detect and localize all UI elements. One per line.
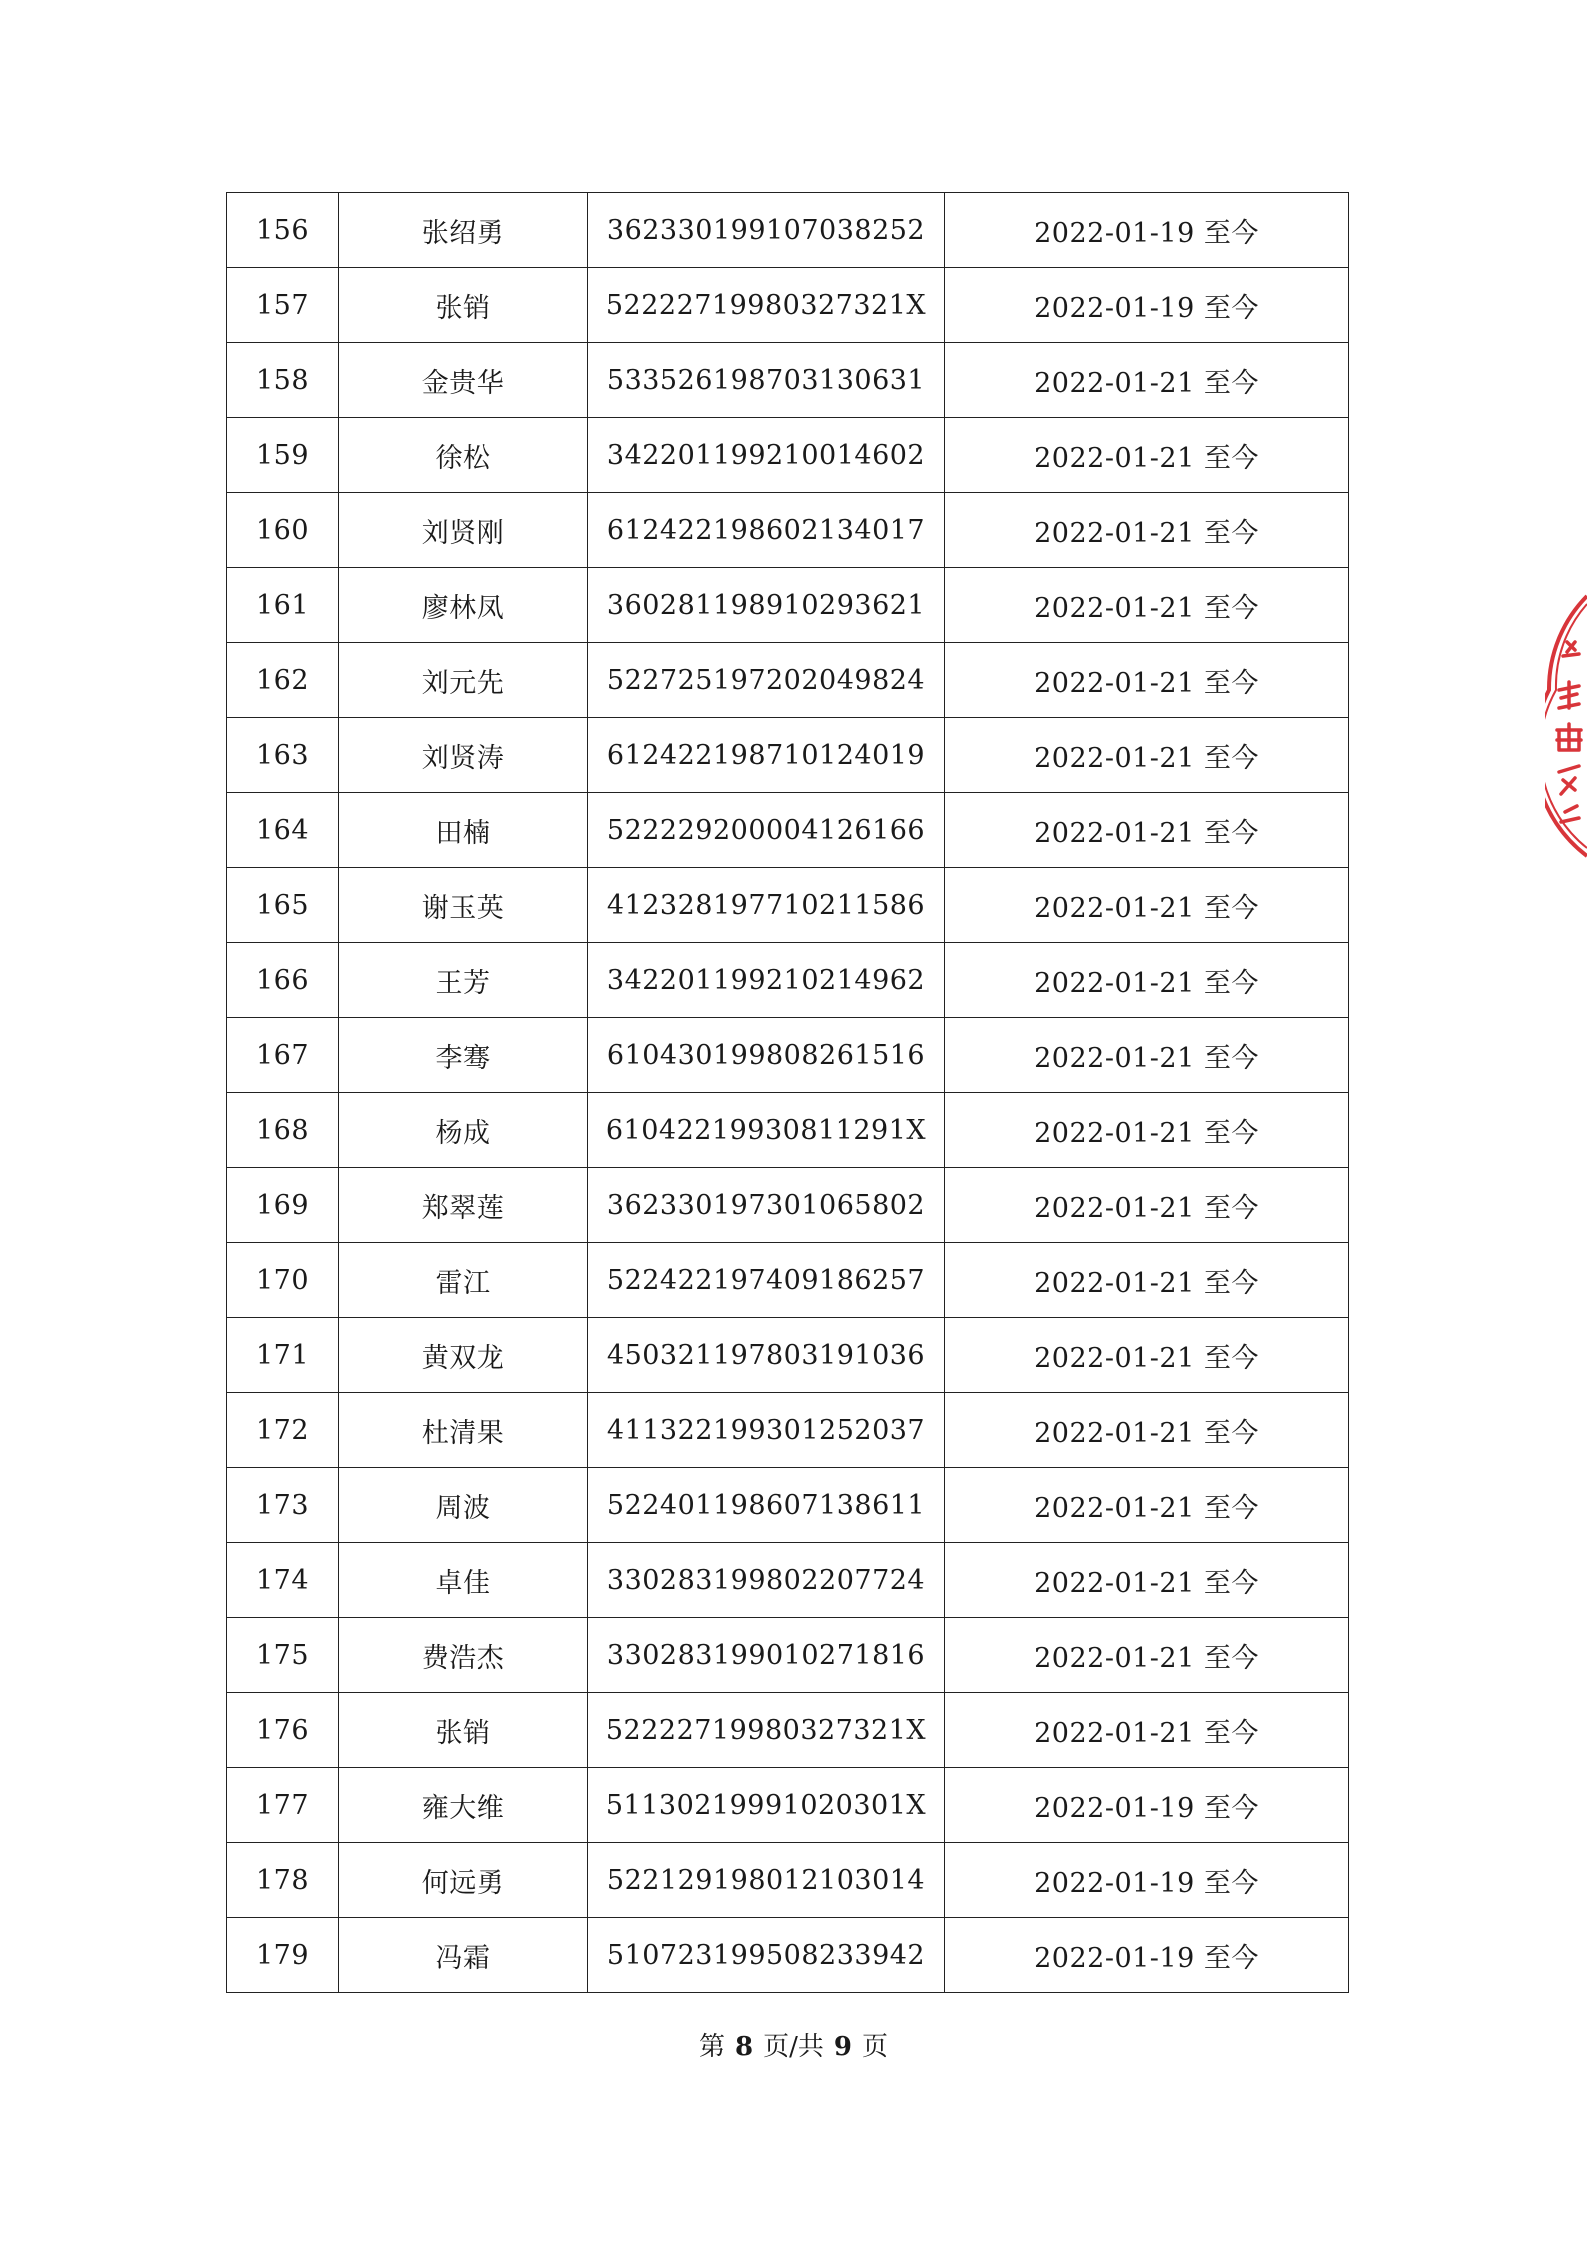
id-number-cell: 450321197803191036 [588,1318,945,1393]
period-cell: 2022-01-21 至今 [945,1093,1349,1168]
row-number-cell: 170 [227,1243,339,1318]
roster-table [226,192,1349,1993]
page-footer-prefix: 第 [699,2032,726,2062]
id-number-cell: 610430199808261516 [588,1018,945,1093]
id-number-cell: 362330199107038252 [588,193,945,268]
row-number-cell: 159 [227,418,339,493]
row-number-cell: 167 [227,1018,339,1093]
period-cell: 2022-01-21 至今 [945,1693,1349,1768]
id-number-cell: 522422197409186257 [588,1243,945,1318]
id-number-cell: 52222719980327321X [588,268,945,343]
row-number-cell: 168 [227,1093,339,1168]
id-number-cell: 533526198703130631 [588,343,945,418]
official-seal-stamp [1545,590,1587,862]
period-cell: 2022-01-19 至今 [945,1768,1349,1843]
table-row [227,1243,1349,1318]
period-cell: 2022-01-21 至今 [945,418,1349,493]
current-page-number: 8 [735,2032,754,2062]
page-footer-suffix: 页 [861,2032,888,2062]
row-number-cell: 156 [227,193,339,268]
table-row [227,193,1349,268]
id-number-cell: 612422198710124019 [588,718,945,793]
row-number-cell: 165 [227,868,339,943]
row-number-cell: 160 [227,493,339,568]
period-cell: 2022-01-21 至今 [945,568,1349,643]
period-cell: 2022-01-21 至今 [945,1318,1349,1393]
row-number-cell: 172 [227,1393,339,1468]
id-number-cell: 330283199802207724 [588,1543,945,1618]
table-row [227,343,1349,418]
table-row [227,793,1349,868]
row-number-cell: 166 [227,943,339,1018]
person-name-cell: 刘贤刚 [339,493,588,568]
id-number-cell: 412328197710211586 [588,868,945,943]
row-number-cell: 169 [227,1168,339,1243]
person-name-cell: 郑翠莲 [339,1168,588,1243]
row-number-cell: 161 [227,568,339,643]
page-footer-middle: 页/共 [763,2032,824,2062]
id-number-cell: 522725197202049824 [588,643,945,718]
id-number-cell: 360281198910293621 [588,568,945,643]
person-name-cell: 廖林凤 [339,568,588,643]
table-row [227,1618,1349,1693]
period-cell: 2022-01-21 至今 [945,718,1349,793]
id-number-cell: 411322199301252037 [588,1393,945,1468]
period-cell: 2022-01-21 至今 [945,1018,1349,1093]
person-name-cell: 李骞 [339,1018,588,1093]
table-row [227,868,1349,943]
table-row [227,1768,1349,1843]
row-number-cell: 177 [227,1768,339,1843]
id-number-cell: 51130219991020301X [588,1768,945,1843]
table-row [227,1543,1349,1618]
person-name-cell: 雷江 [339,1243,588,1318]
row-number-cell: 175 [227,1618,339,1693]
person-name-cell: 张绍勇 [339,193,588,268]
table-row [227,568,1349,643]
row-number-cell: 163 [227,718,339,793]
id-number-cell: 330283199010271816 [588,1618,945,1693]
person-name-cell: 雍大维 [339,1768,588,1843]
period-cell: 2022-01-21 至今 [945,868,1349,943]
person-name-cell: 王芳 [339,943,588,1018]
period-cell: 2022-01-21 至今 [945,1243,1349,1318]
seal-stamp-graphic [1545,590,1587,862]
table-row [227,1393,1349,1468]
person-name-cell: 卓佳 [339,1543,588,1618]
total-pages-number: 9 [833,2032,852,2062]
person-name-cell: 刘元先 [339,643,588,718]
person-name-cell: 何远勇 [339,1843,588,1918]
row-number-cell: 176 [227,1693,339,1768]
period-cell: 2022-01-21 至今 [945,793,1349,868]
table-row [227,643,1349,718]
id-number-cell: 61042219930811291X [588,1093,945,1168]
row-number-cell: 157 [227,268,339,343]
person-name-cell: 刘贤涛 [339,718,588,793]
table-row [227,1318,1349,1393]
row-number-cell: 174 [227,1543,339,1618]
row-number-cell: 158 [227,343,339,418]
roster-table-body [227,193,1349,1993]
id-number-cell: 522401198607138611 [588,1468,945,1543]
person-name-cell: 周波 [339,1468,588,1543]
period-cell: 2022-01-19 至今 [945,1843,1349,1918]
id-number-cell: 522129198012103014 [588,1843,945,1918]
period-cell: 2022-01-21 至今 [945,493,1349,568]
row-number-cell: 178 [227,1843,339,1918]
person-name-cell: 杜清果 [339,1393,588,1468]
period-cell: 2022-01-21 至今 [945,1168,1349,1243]
table-row [227,718,1349,793]
row-number-cell: 179 [227,1918,339,1993]
period-cell: 2022-01-21 至今 [945,343,1349,418]
person-name-cell: 张销 [339,1693,588,1768]
person-name-cell: 杨成 [339,1093,588,1168]
page-footer [0,2026,1587,2063]
period-cell: 2022-01-19 至今 [945,1918,1349,1993]
id-number-cell: 362330197301065802 [588,1168,945,1243]
period-cell: 2022-01-19 至今 [945,268,1349,343]
period-cell: 2022-01-21 至今 [945,643,1349,718]
person-name-cell: 田楠 [339,793,588,868]
period-cell: 2022-01-21 至今 [945,1618,1349,1693]
row-number-cell: 173 [227,1468,339,1543]
table-row [227,1843,1349,1918]
table-row [227,418,1349,493]
period-cell: 2022-01-21 至今 [945,1393,1349,1468]
table-row [227,1918,1349,1993]
table-row [227,1018,1349,1093]
period-cell: 2022-01-21 至今 [945,1468,1349,1543]
id-number-cell: 52222719980327321X [588,1693,945,1768]
period-cell: 2022-01-21 至今 [945,1543,1349,1618]
table-row [227,943,1349,1018]
table-row [227,493,1349,568]
row-number-cell: 162 [227,643,339,718]
id-number-cell: 522229200004126166 [588,793,945,868]
row-number-cell: 171 [227,1318,339,1393]
row-number-cell: 164 [227,793,339,868]
id-number-cell: 342201199210014602 [588,418,945,493]
person-name-cell: 费浩杰 [339,1618,588,1693]
person-name-cell: 金贵华 [339,343,588,418]
person-name-cell: 谢玉英 [339,868,588,943]
table-row [227,1693,1349,1768]
person-name-cell: 徐松 [339,418,588,493]
id-number-cell: 510723199508233942 [588,1918,945,1993]
id-number-cell: 612422198602134017 [588,493,945,568]
table-row [227,268,1349,343]
person-name-cell: 黄双龙 [339,1318,588,1393]
period-cell: 2022-01-21 至今 [945,943,1349,1018]
id-number-cell: 342201199210214962 [588,943,945,1018]
person-name-cell: 冯霜 [339,1918,588,1993]
table-row [227,1168,1349,1243]
table-row [227,1468,1349,1543]
table-row [227,1093,1349,1168]
person-name-cell: 张销 [339,268,588,343]
period-cell: 2022-01-19 至今 [945,193,1349,268]
